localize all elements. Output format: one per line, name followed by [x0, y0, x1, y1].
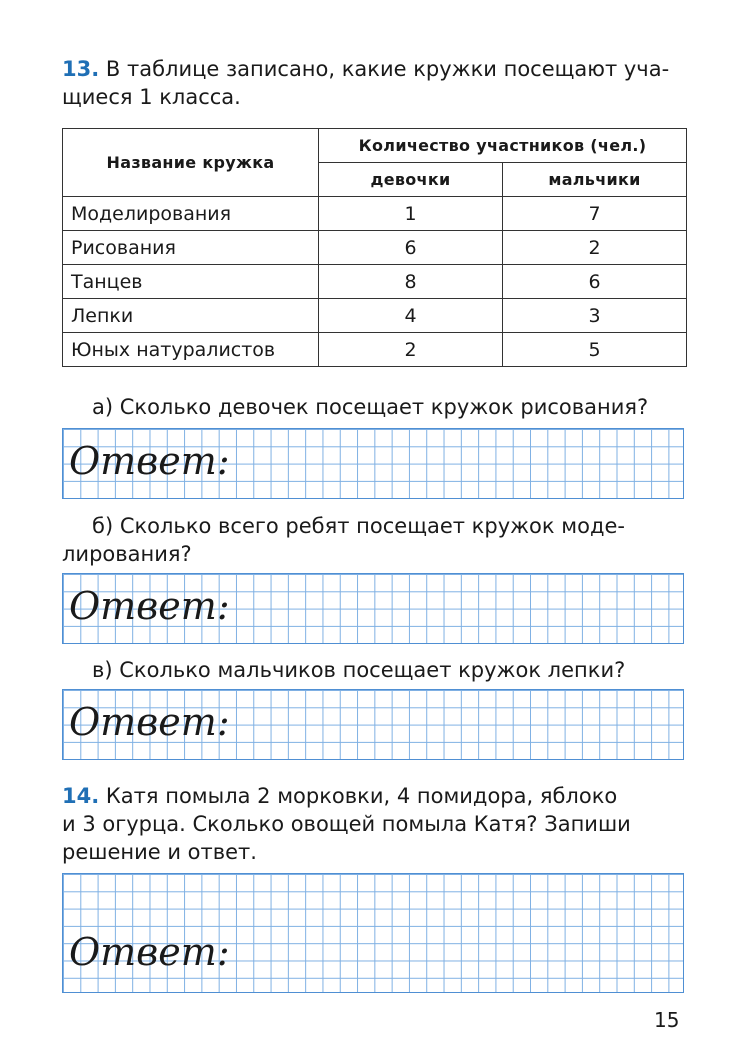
header-club-name: Название кружка	[63, 129, 319, 197]
boys-count: 6	[503, 265, 687, 299]
girls-count: 4	[319, 299, 503, 333]
answer-label: Ответ:	[69, 439, 230, 483]
table-row	[63, 333, 687, 367]
table-row	[63, 197, 687, 231]
task14-text-line3: решение и ответ.	[62, 840, 257, 864]
club-name: Лепки	[63, 299, 319, 333]
club-name: Моделирования	[63, 197, 319, 231]
answer-label: Ответ:	[69, 930, 230, 974]
question-c: в) Сколько мальчиков посещает кружок лепки?	[92, 658, 626, 682]
clubs-table	[62, 128, 687, 367]
girls-count: 6	[319, 231, 503, 265]
answer-label: Ответ:	[69, 584, 230, 628]
club-name: Рисования	[63, 231, 319, 265]
table-row	[63, 265, 687, 299]
answer-grid-a[interactable]	[62, 428, 684, 499]
answer-grid-c[interactable]	[62, 689, 684, 760]
header-girls: девочки	[319, 163, 503, 197]
table-row	[63, 299, 687, 333]
question-b-line2: лирования?	[62, 542, 192, 566]
header-participants: Количество участников (чел.)	[319, 129, 687, 163]
task13-text: В таблице записано, какие кружки посещают уча-	[105, 57, 670, 81]
club-name: Юных натуралистов	[63, 333, 319, 367]
girls-count: 1	[319, 197, 503, 231]
boys-count: 3	[503, 299, 687, 333]
answer-label: Ответ:	[69, 700, 230, 744]
task14-text-line2: и 3 огурца. Сколько овощей помыла Катя? Запиши	[62, 812, 631, 836]
task13-number: 13.	[62, 57, 100, 81]
header-boys: мальчики	[503, 163, 687, 197]
boys-count: 2	[503, 231, 687, 265]
club-name: Танцев	[63, 265, 319, 299]
question-a: а) Сколько девочек посещает кружок рисования?	[92, 395, 649, 419]
answer-grid-task14[interactable]	[62, 873, 684, 993]
answer-grid-b[interactable]	[62, 573, 684, 644]
task14-text: Катя помыла 2 морковки, 4 помидора, яблоко	[105, 784, 618, 808]
table-row	[63, 231, 687, 265]
girls-count: 2	[319, 333, 503, 367]
boys-count: 5	[503, 333, 687, 367]
task14-text-line1	[62, 782, 692, 810]
girls-count: 8	[319, 265, 503, 299]
page-number: 15	[654, 1008, 680, 1032]
task13-text-line2: щиеся 1 класса.	[62, 85, 241, 109]
boys-count: 7	[503, 197, 687, 231]
task14-number: 14.	[62, 784, 100, 808]
question-b-line1: б) Сколько всего ребят посещает кружок моде-	[92, 514, 625, 538]
task13-text-line1	[62, 55, 692, 83]
